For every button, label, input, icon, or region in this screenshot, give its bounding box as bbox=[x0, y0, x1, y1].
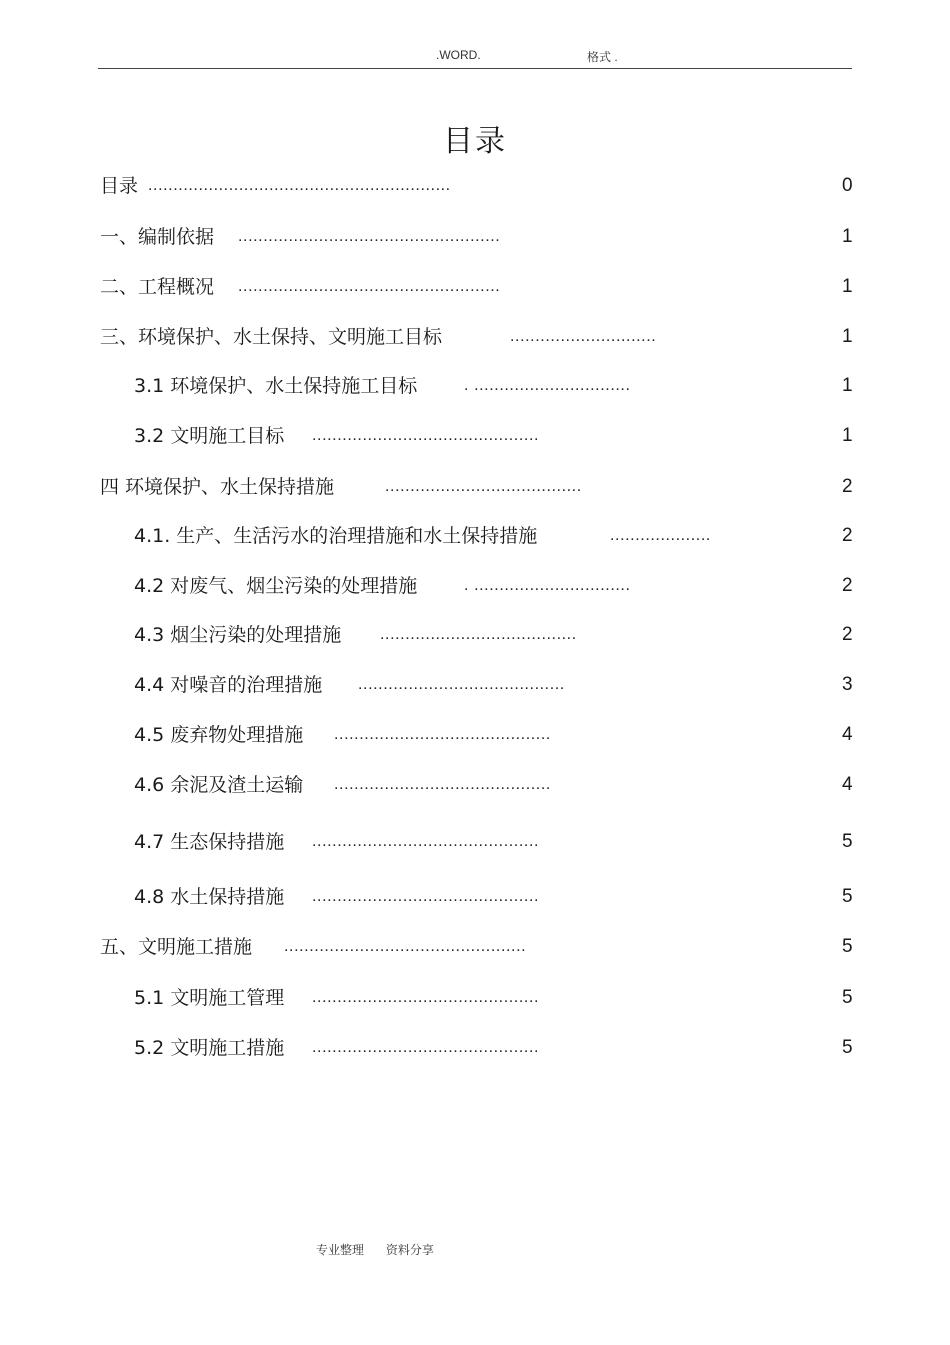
toc-page-number: 2 bbox=[842, 525, 853, 546]
toc-leader-dots: .................................................... bbox=[238, 228, 501, 245]
toc-leader-dots: ............................................. bbox=[312, 833, 540, 850]
toc-page-number: 1 bbox=[842, 326, 853, 347]
toc-page-number: 0 bbox=[842, 175, 853, 196]
page-header-right: 格式 . bbox=[587, 50, 618, 64]
toc-entry-text: 四 环境保护、水土保持措施 bbox=[100, 476, 335, 498]
toc-leader-dots: ............................................................ bbox=[148, 177, 451, 194]
toc-leader-dots: ............................. bbox=[510, 328, 657, 345]
toc-entry-text: 4.8 水土保持措施 bbox=[134, 886, 285, 908]
toc-leader-dots: ................................................ bbox=[284, 938, 527, 955]
toc-page-number: 2 bbox=[842, 575, 853, 596]
page-footer: 专业整理 资料分享 bbox=[316, 1243, 434, 1257]
toc-entry-text: 3.1 环境保护、水土保持施工目标 bbox=[134, 375, 418, 397]
toc-leader-dots: .................................................... bbox=[238, 278, 501, 295]
toc-leader-dots: ............................................. bbox=[312, 1039, 540, 1056]
toc-page-number: 1 bbox=[842, 226, 853, 247]
header-rule bbox=[98, 68, 852, 69]
toc-entry-text: 4.2 对废气、烟尘污染的处理措施 bbox=[134, 575, 418, 597]
toc-leader-dots: ......................................... bbox=[358, 676, 565, 693]
toc-page-number: 3 bbox=[842, 674, 853, 695]
toc-entry-text: 4.4 对噪音的治理措施 bbox=[134, 674, 323, 696]
toc-page-number: 4 bbox=[842, 724, 853, 745]
toc-page-number: 5 bbox=[842, 987, 853, 1008]
toc-entry-text: 4.5 废弃物处理措施 bbox=[134, 724, 304, 746]
toc-leader-dots: ............................................. bbox=[312, 989, 540, 1006]
toc-entry-text: 3.2 文明施工目标 bbox=[134, 425, 285, 447]
toc-page-number: 4 bbox=[842, 774, 853, 795]
toc-leader-dots: ....................................... bbox=[380, 626, 577, 643]
toc-page-number: 5 bbox=[842, 1037, 853, 1058]
toc-page-number: 1 bbox=[842, 276, 853, 297]
toc-entry-text: 4.3 烟尘污染的处理措施 bbox=[134, 624, 342, 646]
toc-leader-dots: . ............................... bbox=[464, 377, 631, 394]
toc-entry-text: 三、环境保护、水土保持、文明施工目标 bbox=[100, 326, 443, 348]
page-title: 目录 bbox=[443, 124, 507, 159]
toc-leader-dots: ............................................. bbox=[312, 888, 540, 905]
toc-page-number: 5 bbox=[842, 831, 853, 852]
toc-page-number: 2 bbox=[842, 476, 853, 497]
toc-leader-dots: . ............................... bbox=[464, 577, 631, 594]
toc-leader-dots: ........................................... bbox=[334, 776, 551, 793]
toc-entry-text: 五、文明施工措施 bbox=[100, 936, 253, 958]
toc-page-number: 1 bbox=[842, 375, 853, 396]
toc-entry-text: 5.2 文明施工措施 bbox=[134, 1037, 285, 1059]
toc-entry-text: 4.7 生态保持措施 bbox=[134, 831, 285, 853]
toc-entry-text: 4.6 余泥及渣土运输 bbox=[134, 774, 304, 796]
toc-leader-dots: .................... bbox=[610, 527, 711, 544]
toc-page-number: 5 bbox=[842, 886, 853, 907]
toc-leader-dots: ....................................... bbox=[385, 478, 582, 495]
toc-entry-text: 二、工程概况 bbox=[100, 276, 215, 298]
toc-leader-dots: ............................................. bbox=[312, 427, 540, 444]
toc-entry-text: 5.1 文明施工管理 bbox=[134, 987, 285, 1009]
toc-entry-text: 目录 bbox=[100, 175, 139, 197]
toc-entry-text: 一、编制依据 bbox=[100, 226, 215, 248]
toc-page-number: 5 bbox=[842, 936, 853, 957]
toc-page-number: 1 bbox=[842, 425, 853, 446]
page-header-left: .WORD. bbox=[436, 48, 481, 62]
toc-leader-dots: ........................................... bbox=[334, 726, 551, 743]
toc-page-number: 2 bbox=[842, 624, 853, 645]
toc-entry-text: 4.1. 生产、生活污水的治理措施和水土保持措施 bbox=[134, 525, 538, 547]
